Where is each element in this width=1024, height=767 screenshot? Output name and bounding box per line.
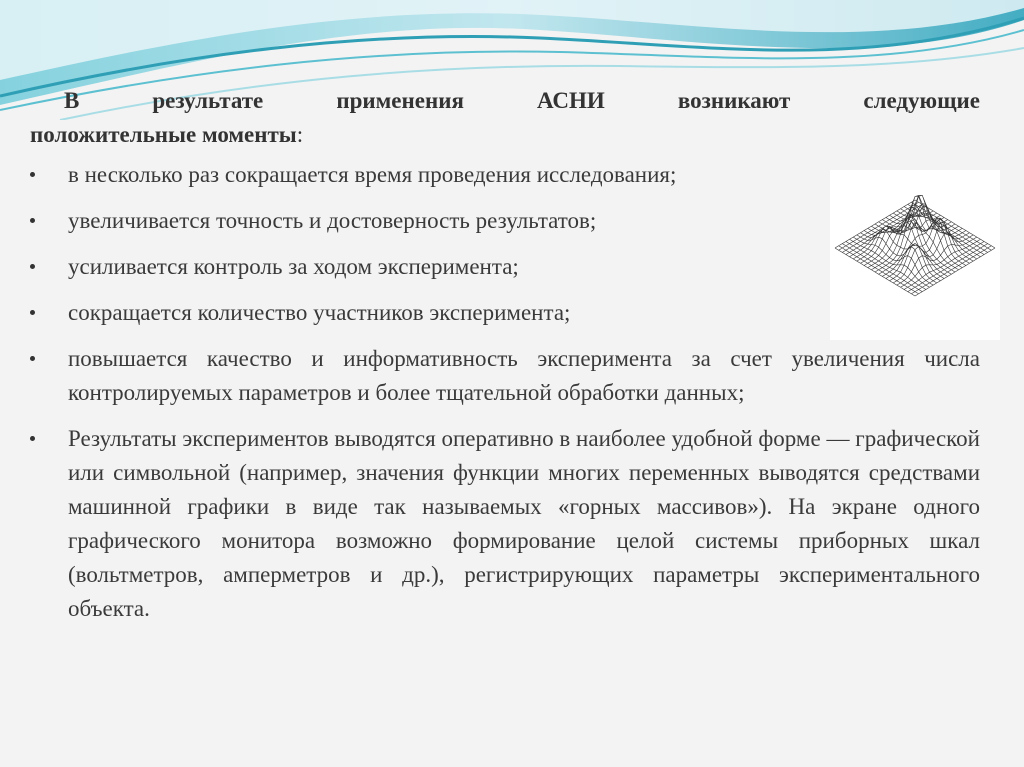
bullet-icon [30,436,35,441]
list-item: Результаты экспериментов выводятся оперативно в наиболее удобной форме — графической или символьной (например, значения функции многих переменных выводятся средствами машинной графики в виде так называемых «горных массивов»). На экране одного графического монитора возможно формирование целой системы приборных шкал (вольтметров, амперметров и др.), регистрирующих параметры экспериментального объекта. [30,422,980,626]
bullet-icon [30,172,35,177]
list-item: увеличивается точность и достоверность результатов; [30,204,828,238]
list-item: сокращается количество участников эксперимента; [30,296,828,330]
list-item: в несколько раз сокращается время проведения исследования; [30,158,828,192]
slide-content [30,84,980,638]
intro-line-2: положительные моменты [30,122,297,147]
list-item: усиливается контроль за ходом эксперимента; [30,250,828,284]
intro-colon: : [296,122,304,147]
surface-mesh-plot-icon [830,170,1000,340]
bullet-icon [30,356,35,361]
list-item: повышается качество и информативность эксперимента за счет увеличения числа контролируемых параметров и более тщательной обработки данных; [30,342,980,410]
intro-paragraph [30,84,980,152]
bullet-icon [30,310,35,315]
intro-line-1: В результате применения АСНИ возникают следующие [64,88,980,113]
bullet-icon [30,264,35,269]
bullet-icon [30,218,35,223]
